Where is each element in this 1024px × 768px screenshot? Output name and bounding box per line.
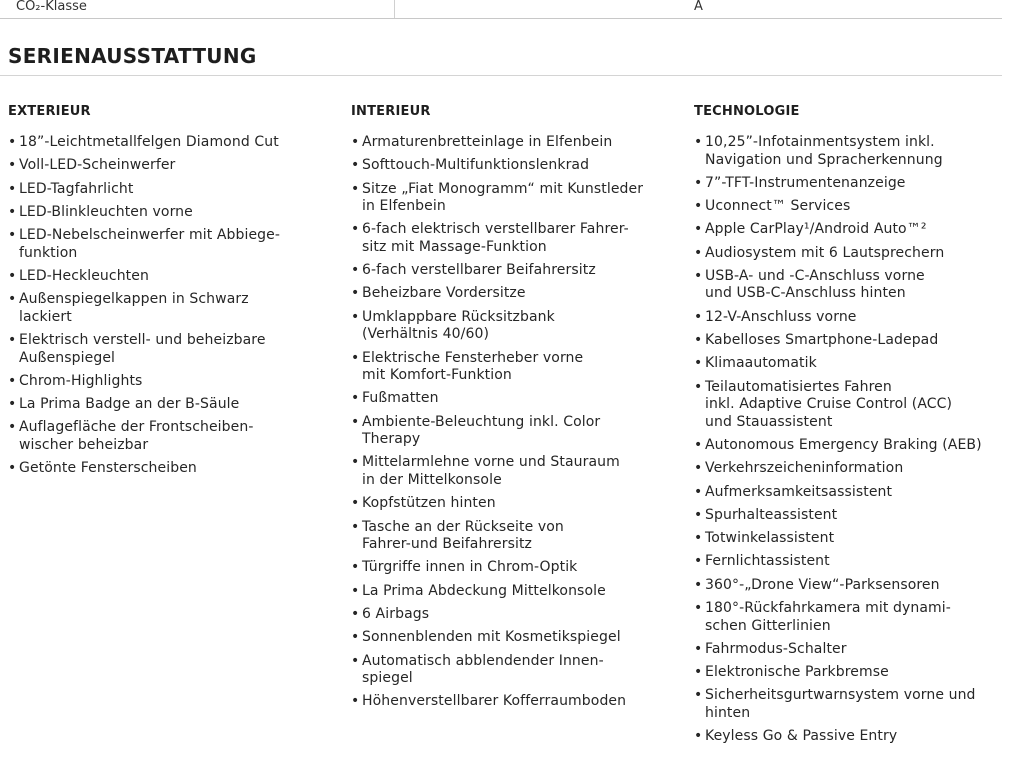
feature-item: • 6 Airbags: [351, 606, 673, 624]
feature-item: • Sitze „Fiat Monogramm“ mit Kunstleder in Elfenbein: [351, 181, 673, 216]
feature-item: • Chrom-Highlights: [8, 373, 330, 391]
feature-list: [8, 134, 330, 478]
feature-item: • Beheizbare Vordersitze: [351, 285, 673, 303]
feature-item: • Spurhalteassistent: [694, 507, 1016, 525]
feature-item: • Autonomous Emergency Braking (AEB): [694, 437, 1016, 455]
feature-item: • Sonnenblenden mit Kosmetikspiegel: [351, 629, 673, 647]
feature-item: • Mittelarmlehne vorne und Stauraum in der Mittelkonsole: [351, 454, 673, 489]
feature-item: • Elektrische Fensterheber vorne mit Komfort-Funktion: [351, 350, 673, 385]
feature-item: • Umklappbare Rücksitzbank (Verhältnis 40/60): [351, 309, 673, 344]
feature-item: • Tasche an der Rückseite von Fahrer-und Beifahrersitz: [351, 519, 673, 554]
feature-item: • Keyless Go & Passive Entry: [694, 728, 1016, 746]
feature-item: • Klimaautomatik: [694, 355, 1016, 373]
column-heading: TECHNOLOGIE: [694, 104, 800, 119]
feature-item: • LED-Tagfahrlicht: [8, 181, 330, 199]
feature-item: • LED-Blinkleuchten vorne: [8, 204, 330, 222]
feature-item: • 360°-„Drone View“-Parksensoren: [694, 577, 1016, 595]
feature-item: • 12-V-Anschluss vorne: [694, 309, 1016, 327]
feature-item: • Elektrisch verstell- und beheizbare Außenspiegel: [8, 332, 330, 367]
column-exterieur: [8, 104, 330, 484]
feature-item: • Verkehrszeicheninformation: [694, 460, 1016, 478]
feature-item: • Uconnect™ Services: [694, 198, 1016, 216]
feature-item: • Audiosystem mit 6 Lautsprechern: [694, 245, 1016, 263]
feature-list: [351, 134, 673, 711]
feature-item: • Elektronische Parkbremse: [694, 664, 1016, 682]
feature-item: • Voll-LED-Scheinwerfer: [8, 157, 330, 175]
feature-item: • Sicherheitsgurtwarnsystem vorne und hinten: [694, 687, 1016, 722]
feature-item: • 7”-TFT-Instrumentenanzeige: [694, 175, 1016, 193]
column-interieur: [351, 104, 673, 717]
feature-item: • Getönte Fensterscheiben: [8, 460, 330, 478]
feature-item: • Türgriffe innen in Chrom-Optik: [351, 559, 673, 577]
feature-item: • Teilautomatisiertes Fahren inkl. Adaptive Cruise Control (ACC) und Stauassistent: [694, 379, 1016, 432]
feature-item: • 180°-Rückfahrkamera mit dynami- schen Gitterlinien: [694, 600, 1016, 635]
table-divider: [394, 0, 395, 18]
feature-item: • 18”-Leichtmetallfelgen Diamond Cut: [8, 134, 330, 152]
title-rule: [0, 75, 1002, 76]
feature-item: • Totwinkelassistent: [694, 530, 1016, 548]
feature-item: • Höhenverstellbarer Kofferraumboden: [351, 693, 673, 711]
feature-item: • 6-fach elektrisch verstellbarer Fahrer- sitz mit Massage-Funktion: [351, 221, 673, 256]
co2-class-row: [0, 0, 1002, 19]
section-title: SERIENAUSSTATTUNG: [8, 44, 257, 68]
feature-item: • Ambiente-Beleuchtung inkl. Color Therapy: [351, 414, 673, 449]
feature-item: • La Prima Abdeckung Mittelkonsole: [351, 583, 673, 601]
co2-class-label: CO₂-Klasse: [16, 0, 87, 14]
feature-item: • Apple CarPlay¹/Android Auto™²: [694, 221, 1016, 239]
feature-item: • Auflagefläche der Frontscheiben- wischer beheizbar: [8, 419, 330, 454]
column-heading: INTERIEUR: [351, 104, 431, 119]
feature-item: • Armaturenbretteinlage in Elfenbein: [351, 134, 673, 152]
feature-item: • Fernlichtassistent: [694, 553, 1016, 571]
feature-item: • La Prima Badge an der B-Säule: [8, 396, 330, 414]
co2-class-value: A: [694, 0, 703, 14]
feature-item: • Fußmatten: [351, 390, 673, 408]
feature-item: • 6-fach verstellbarer Beifahrersitz: [351, 262, 673, 280]
feature-item: • Kabelloses Smartphone-Ladepad: [694, 332, 1016, 350]
feature-list: [694, 134, 1016, 746]
feature-item: • Fahrmodus-Schalter: [694, 641, 1016, 659]
feature-item: • LED-Heckleuchten: [8, 268, 330, 286]
feature-item: • Außenspiegelkappen in Schwarz lackiert: [8, 291, 330, 326]
feature-item: • Aufmerksamkeitsassistent: [694, 484, 1016, 502]
feature-item: • Automatisch abblendender Innen- spiegel: [351, 653, 673, 688]
feature-item: • Kopfstützen hinten: [351, 495, 673, 513]
feature-item: • 10,25”-Infotainmentsystem inkl. Navigation und Spracherkennung: [694, 134, 1016, 169]
feature-item: • USB-A- und -C-Anschluss vorne und USB-C-Anschluss hinten: [694, 268, 1016, 303]
feature-item: • Softtouch-Multifunktionslenkrad: [351, 157, 673, 175]
feature-item: • LED-Nebelscheinwerfer mit Abbiege- funktion: [8, 227, 330, 262]
column-technologie: [694, 104, 1016, 752]
column-heading: EXTERIEUR: [8, 104, 91, 119]
